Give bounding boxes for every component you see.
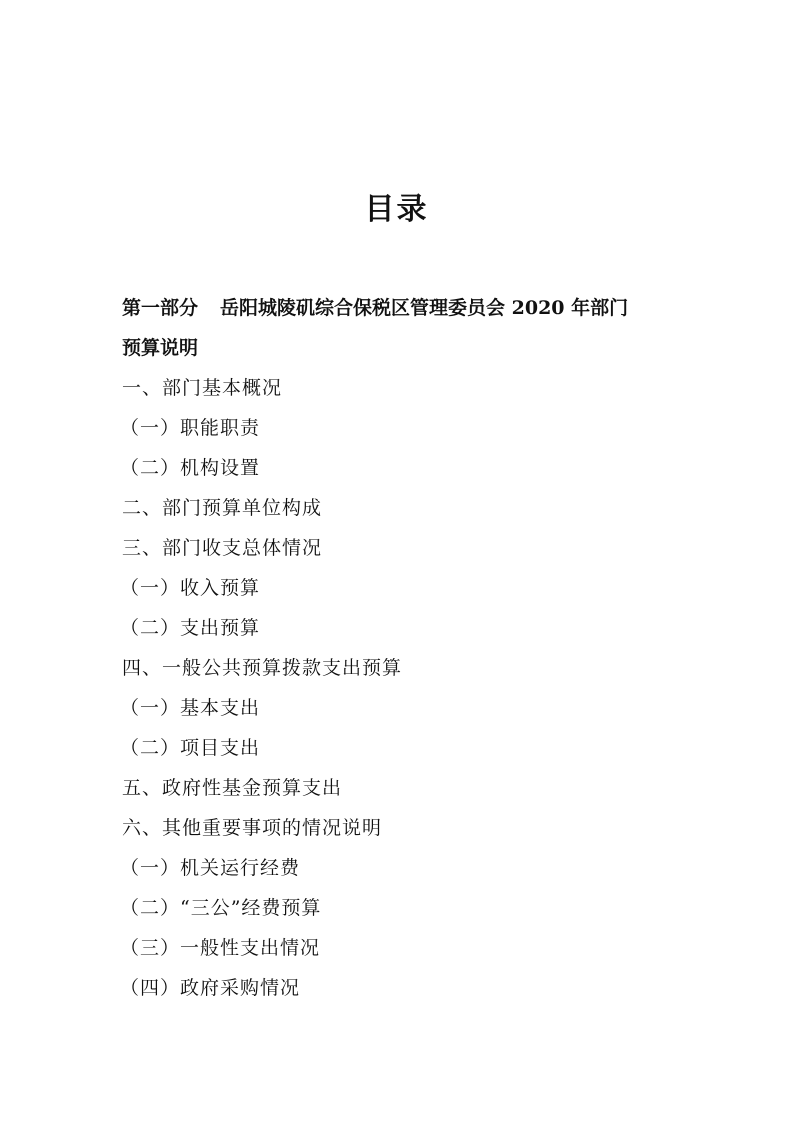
toc-entry-operating-costs[interactable]: （一）机关运行经费 [120, 857, 301, 879]
table-of-contents [122, 288, 682, 1008]
part-one-label: 第一部分 [122, 297, 199, 319]
toc-entry-general-expenditure[interactable]: （三）一般性支出情况 [120, 937, 321, 959]
toc-entry-revenue-budget[interactable]: （一）收入预算 [120, 577, 261, 599]
part-one-title-line2[interactable]: 预算说明 [122, 337, 199, 359]
toc-entry-other-matters[interactable]: 六、其他重要事项的情况说明 [122, 817, 383, 839]
toc-entry-three-public-costs[interactable]: （二）“三公”经费预算 [120, 897, 322, 919]
toc-title: 目录 [364, 192, 429, 227]
toc-entry-government-fund[interactable]: 五、政府性基金预算支出 [122, 777, 343, 799]
toc-entry-duties[interactable]: （一）职能职责 [120, 417, 261, 439]
part-one-title-line1: 岳阳城陵矶综合保税区管理委员会 2020 年部门 [220, 297, 629, 319]
toc-entry-basic-expenditure[interactable]: （一）基本支出 [120, 697, 261, 719]
toc-entry-basic-overview[interactable]: 一、部门基本概况 [122, 377, 283, 399]
toc-entry-government-procurement[interactable]: （四）政府采购情况 [120, 977, 301, 999]
part-one-heading[interactable] [122, 288, 682, 328]
toc-entry-budget-units[interactable]: 二、部门预算单位构成 [122, 497, 323, 519]
toc-entry-revenue-expenditure-overview[interactable]: 三、部门收支总体情况 [122, 537, 323, 559]
toc-entry-expenditure-budget[interactable]: （二）支出预算 [120, 617, 261, 639]
toc-entry-general-public-budget[interactable]: 四、一般公共预算拨款支出预算 [122, 657, 403, 679]
toc-entry-project-expenditure[interactable]: （二）项目支出 [120, 737, 261, 759]
toc-entry-organization[interactable]: （二）机构设置 [120, 457, 261, 479]
